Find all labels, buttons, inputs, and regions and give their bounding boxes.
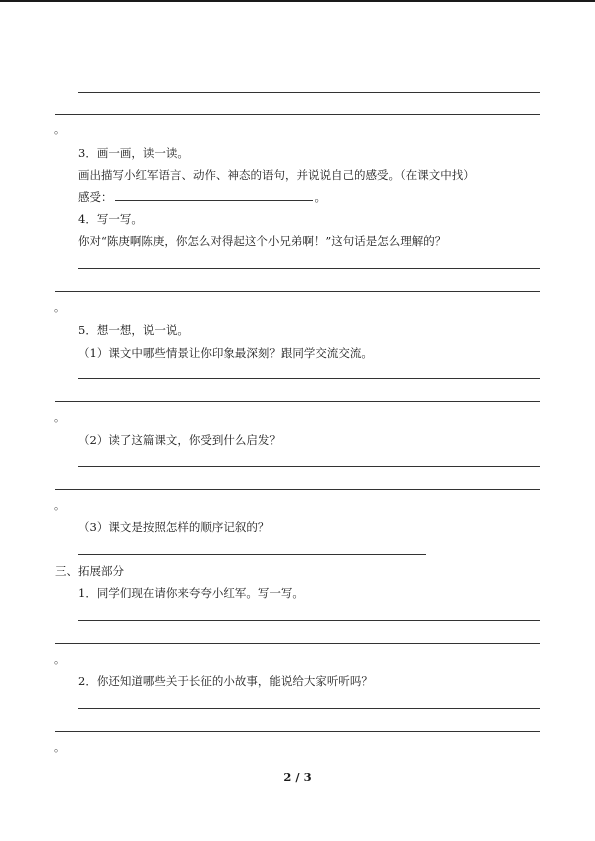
period-mark: 。 — [54, 741, 65, 754]
period-mark: 。 — [54, 653, 65, 666]
period-mark: 。 — [54, 123, 65, 136]
period-mark: 。 — [54, 301, 65, 314]
ext-q1: 1．同学们现在请你来夸夸小红军。写一写。 — [78, 586, 304, 600]
answer-line — [55, 731, 540, 732]
q5-part2: （2）读了这篇课文，你受到什么启发？ — [78, 433, 281, 447]
feeling-blank[interactable] — [115, 190, 313, 201]
q5-part3: （3）课文是按照怎样的顺序记叙的？ — [78, 520, 270, 534]
top-rule — [0, 0, 595, 2]
ext-q2: 2．你还知道哪些关于长征的小故事，能说给大家听听吗？ — [78, 674, 373, 688]
answer-line — [55, 401, 540, 402]
q3-feeling-label: 感受： — [78, 190, 113, 204]
q3-title: 3．画一画，读一读。 — [78, 146, 189, 160]
answer-line — [78, 620, 540, 621]
answer-line — [55, 114, 540, 115]
q3-text: 画出描写小红军语言、动作、神态的语句，并说说自己的感受。（在课文中找） — [78, 168, 475, 182]
answer-line — [78, 92, 540, 93]
answer-line — [78, 554, 426, 555]
answer-line — [55, 291, 540, 292]
section-heading: 三、拓展部分 — [55, 564, 124, 578]
q3-feeling-end: 。 — [314, 190, 326, 204]
answer-line — [78, 466, 540, 467]
page-number: 2 / 3 — [283, 770, 312, 784]
answer-line — [55, 489, 540, 490]
q5-title: 5．想一想，说一说。 — [78, 323, 189, 337]
answer-line — [78, 378, 540, 379]
period-mark: 。 — [54, 499, 65, 512]
q3-feeling-row — [78, 190, 326, 204]
answer-line — [78, 708, 540, 709]
q4-title: 4．写一写。 — [78, 212, 143, 226]
period-mark: 。 — [54, 411, 65, 424]
answer-line — [78, 268, 540, 269]
q5-part1: （1）课文中哪些情景让你印象最深刻？跟同学交流交流。 — [78, 346, 373, 360]
q4-text: 你对“陈庚啊陈庚，你怎么对得起这个小兄弟啊！”这句话是怎么理解的？ — [78, 234, 447, 248]
answer-line — [55, 643, 540, 644]
